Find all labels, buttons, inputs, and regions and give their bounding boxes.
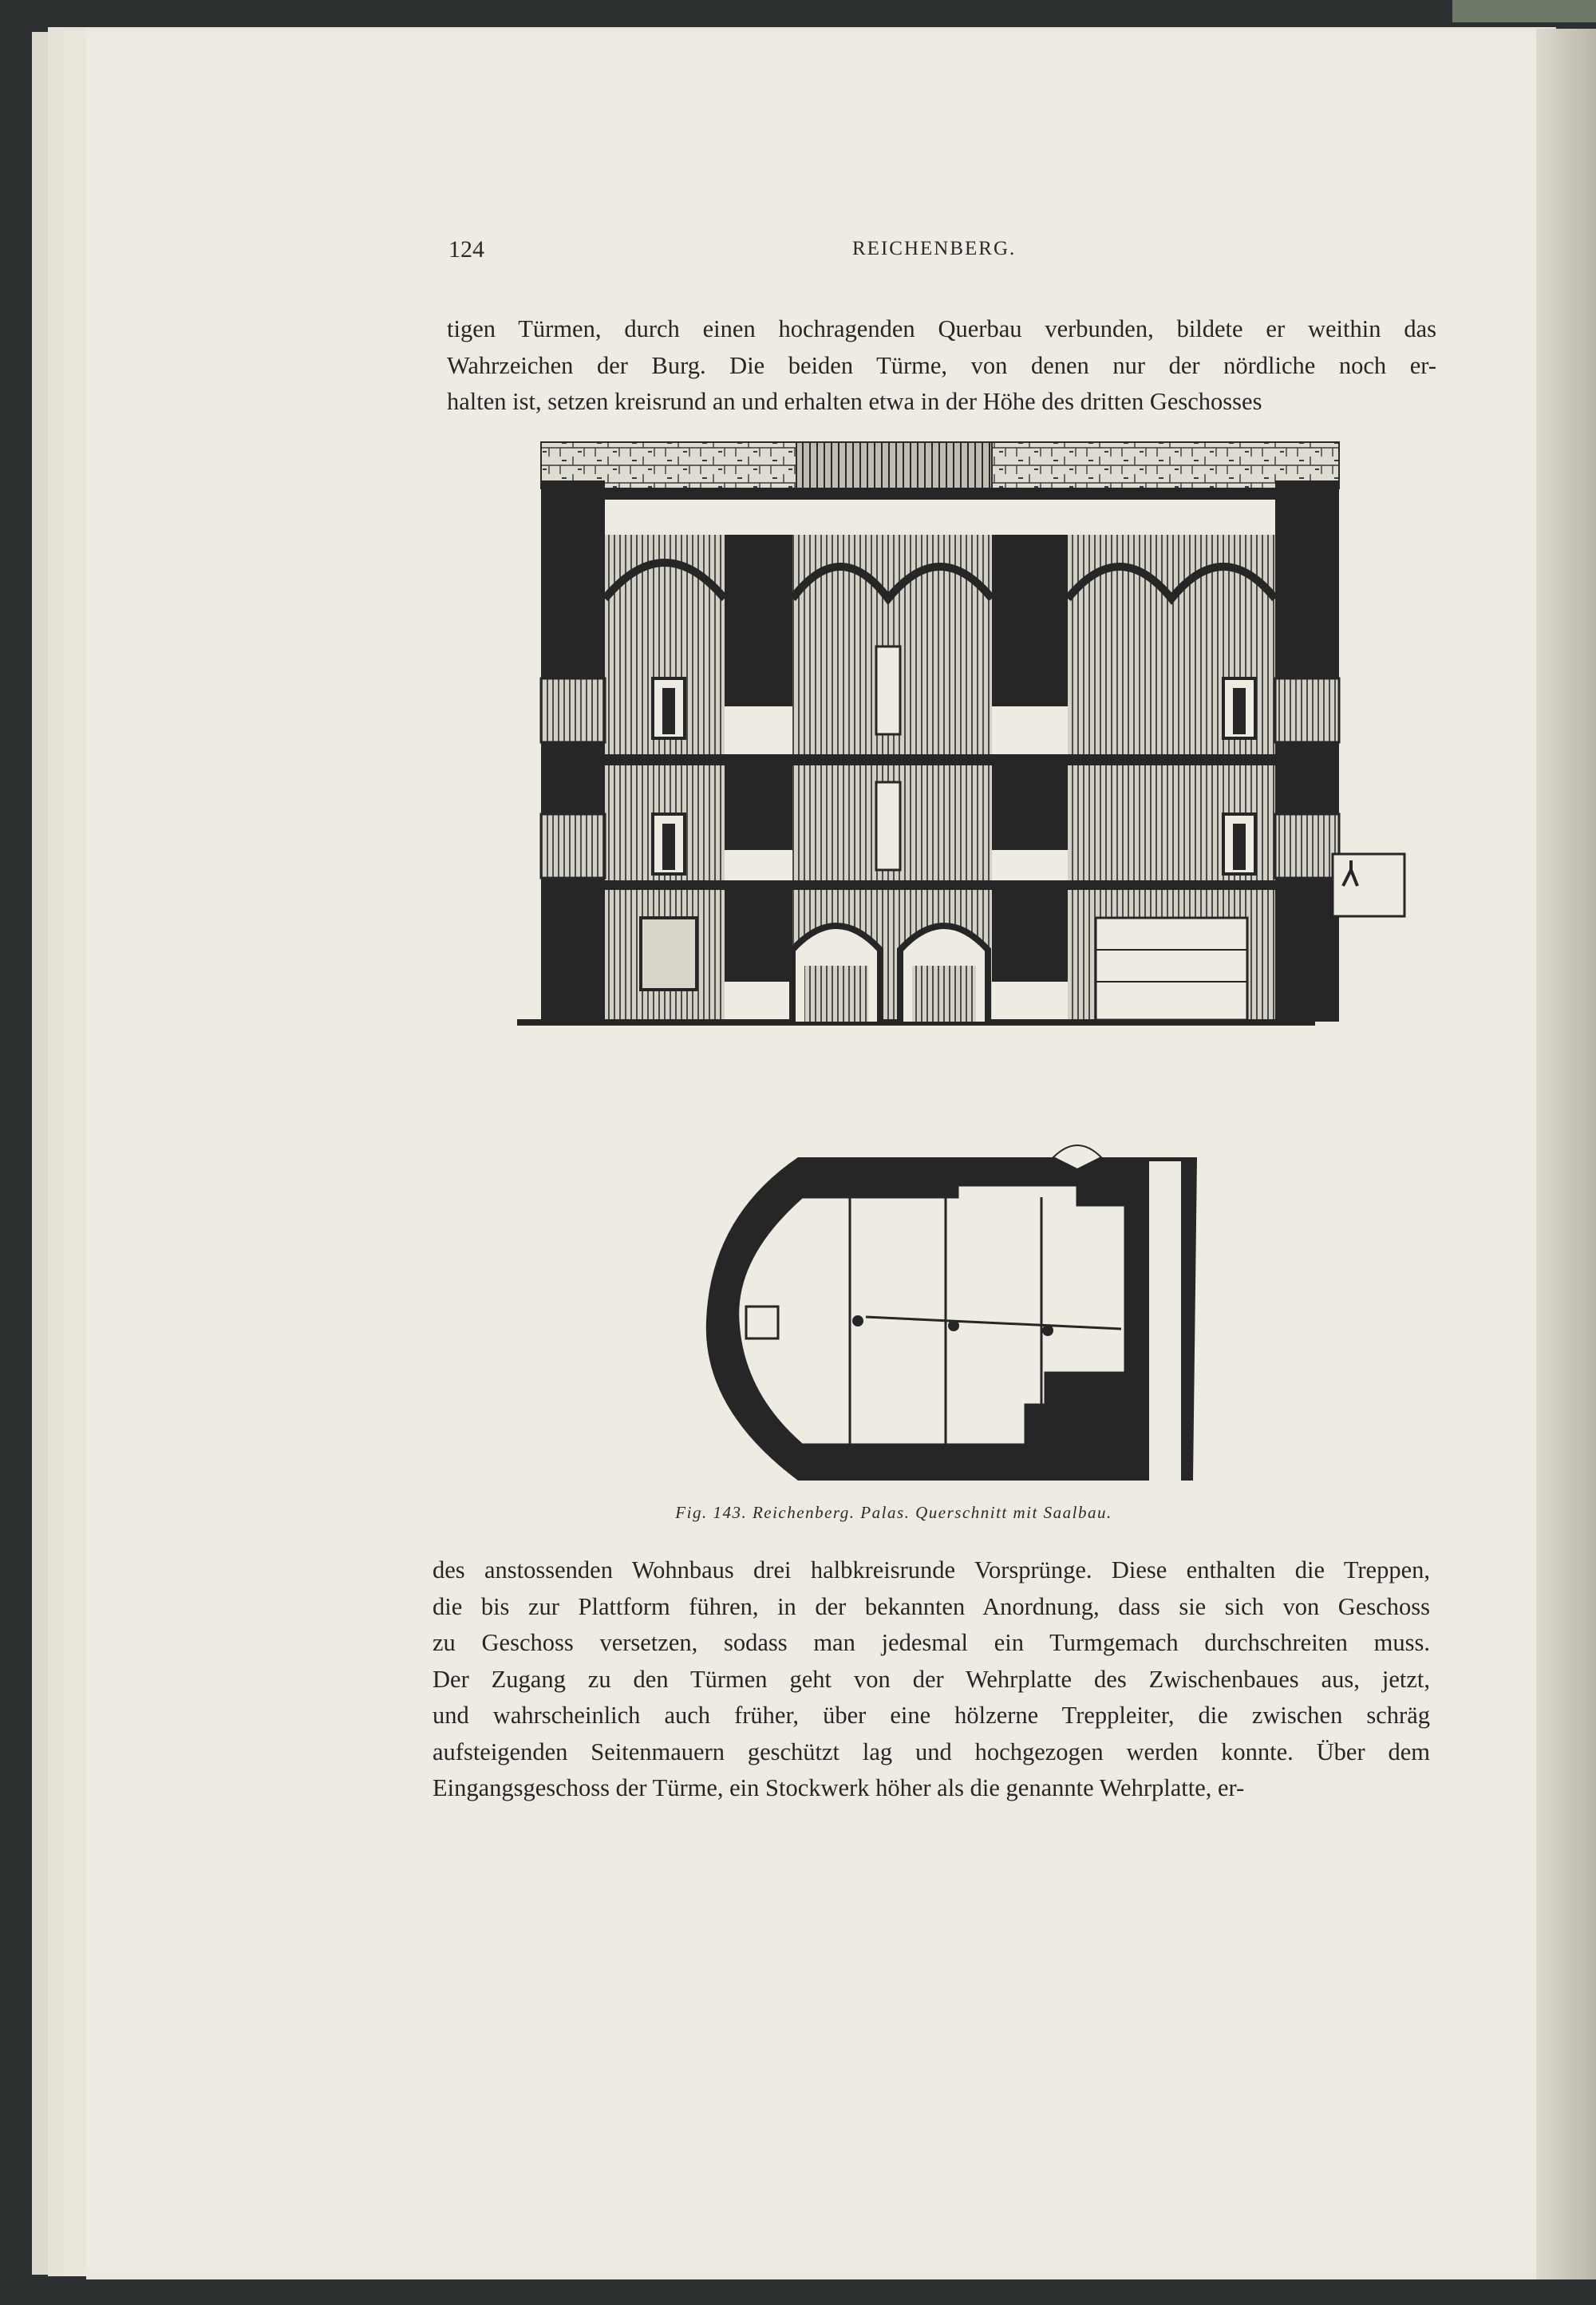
page-number: 124 (448, 236, 484, 263)
text-line: zu Geschoss versetzen, sodass man jedesmal ein Turmgemach durchschreiten muss. (433, 1629, 1430, 1656)
text-line: aufsteigenden Seitenmauern geschützt lag und hochgezogen werden konnte. Über dem (433, 1738, 1430, 1765)
text-line: halten ist, setzen kreisrund an und erhalten etwa in der Höhe des dritten Geschosses (447, 388, 1262, 415)
cross-section-drawing (485, 439, 1411, 1030)
floor-plan-drawing (702, 1129, 1213, 1493)
text-line: tigen Türmen, durch einen hochragenden Querbau verbunden, bildete er weithin das (447, 315, 1436, 342)
text-line: Wahrzeichen der Burg. Die beiden Türme, von denen nur der nördliche noch er- (447, 351, 1436, 379)
paragraph-bottom (433, 1552, 1430, 1807)
running-head (0, 236, 1596, 268)
cover-edge (1452, 0, 1596, 22)
text-line: die bis zur Plattform führen, in der bekannten Anordnung, dass sie sich von Geschoss (433, 1592, 1430, 1620)
figure-caption: Fig. 143. Reichenberg. Palas. Querschnitt mit Saalbau. (675, 1503, 1112, 1522)
paragraph-top (447, 311, 1436, 421)
text-line: des anstossenden Wohnbaus drei halbkreisrunde Vorsprünge. Diese enthalten die Treppen, (433, 1556, 1430, 1583)
page-gutter-shadow (1536, 29, 1596, 2279)
running-title: REICHENBERG. (852, 238, 1017, 259)
text-line: Eingangsgeschoss der Türme, ein Stockwerk höher als die genannte Wehrplatte, er- (433, 1774, 1245, 1801)
text-line: Der Zugang zu den Türmen geht von der Wehrplatte des Zwischenbaues aus, jetzt, (433, 1665, 1430, 1693)
text-line: und wahrscheinlich auch früher, über eine hölzerne Treppleiter, die zwischen schräg (433, 1702, 1430, 1729)
